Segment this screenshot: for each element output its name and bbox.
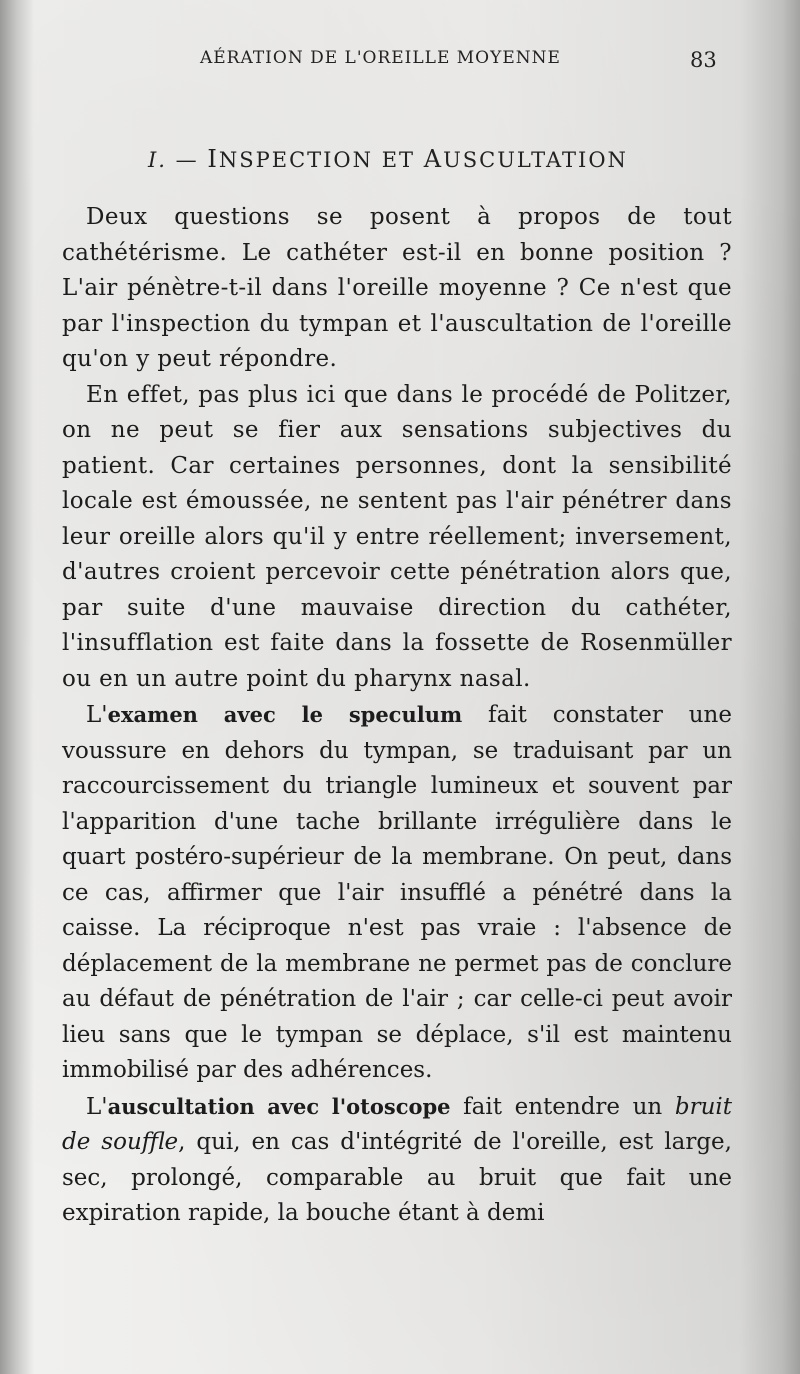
running-head: AÉRATION DE L'OREILLE MOYENNE xyxy=(200,48,561,68)
paragraph-3-bold-term: examen avec le speculum xyxy=(107,702,463,727)
section-title-rest-2: USCULTATION xyxy=(443,148,628,172)
paragraph-4-mid: fait entendre un xyxy=(450,1093,675,1120)
section-dash: — xyxy=(175,148,199,172)
paragraph-3-lead: L' xyxy=(86,702,108,728)
paragraph-1: Deux questions se posent à propos de tout cathétérisme. Le cathéter est-il en bonne position ? L'air pénètre-t-il dans l'oreille moyenne ? Ce n'est que par l'inspection du tympan et l'auscultation de l'oreille qu'on y peut répondre. xyxy=(62,204,732,372)
section-title-rest-1: NSPECTION ET xyxy=(218,148,424,172)
paragraph-4-bold-term: auscultation avec l'otoscope xyxy=(107,1093,451,1119)
page-number: 83 xyxy=(690,48,717,72)
paragraph-4-italic-term: bruit de souffle xyxy=(62,1093,732,1155)
section-title xyxy=(148,145,628,173)
paragraph-4 xyxy=(62,1089,732,1232)
paragraph-3-rest: fait constater une voussure en dehors du tympan, se traduisant par un raccourcissement du triangle lumineux et souvent par l'apparition d'une tache brillante irrégulière dans le quart postéro-supérieur de la membrane. On peut, dans ce cas, affirmer que l'air insufflé a pénétré dans la caisse. La réciproque n'est pas vraie : l'absence de déplacement de la membrane ne permet pas de conclure au défaut de pénétration de l'air ; car celle-ci peut avoir lieu sans que le tympan se déplace, s'il est maintenu immobilisé par des adhérences. xyxy=(62,702,732,1083)
paragraph-4-lead: L' xyxy=(86,1093,108,1120)
paragraph-3 xyxy=(62,697,732,1089)
paragraph-4-rest: , qui, en cas d'intégrité de l'oreille, est large, sec, prolongé, comparable au bruit que fait une expiration rapide, la bouche étant à demi xyxy=(62,1129,732,1226)
section-numeral: I. xyxy=(148,148,167,172)
section-title-initial-2: A xyxy=(423,145,444,173)
body-text xyxy=(62,200,732,1232)
section-title-initial-1: I xyxy=(207,145,219,173)
paragraph-2: En effet, pas plus ici que dans le procédé de Politzer, on ne peut se fier aux sensations subjectives du patient. Car certaines personnes, dont la sensibilité locale est émoussée, ne sentent pas l'air pénétrer dans leur oreille alors qu'il y entre réellement; inversement, d'autres croient percevoir cette pénétration alors que, par suite d'une mauvaise direction du cathéter, l'insufflation est faite dans la fossette de Rosenmüller ou en un autre point du pharynx nasal. xyxy=(62,381,732,692)
